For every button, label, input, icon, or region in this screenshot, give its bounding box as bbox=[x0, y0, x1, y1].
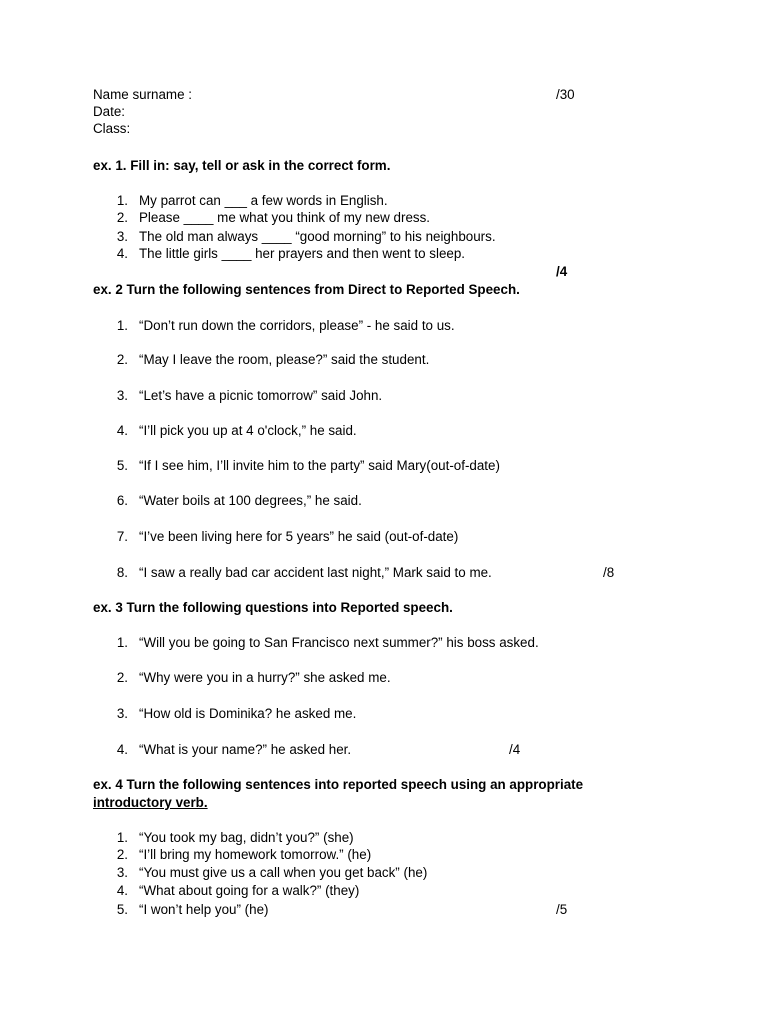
name-surname-label: Name surname : bbox=[93, 87, 192, 102]
ex2-score: /8 bbox=[603, 565, 615, 580]
ex4-item-text: “You must give us a call when you get back” (he) bbox=[139, 865, 428, 880]
ex2-item-text: “I saw a really bad car accident last night,” Mark said to me. bbox=[139, 565, 492, 580]
ex3-item-number: 4. bbox=[116, 742, 128, 757]
ex3-item-number: 1. bbox=[116, 635, 128, 650]
ex4-item-number: 3. bbox=[116, 865, 128, 880]
ex4-score: /5 bbox=[556, 902, 568, 917]
ex4-item-text: “What about going for a walk?” (they) bbox=[139, 883, 360, 898]
ex2-item-text: “Don’t run down the corridors, please” - he said to us. bbox=[139, 318, 455, 333]
ex2-title: ex. 2 Turn the following sentences from Direct to Reported Speech. bbox=[93, 282, 520, 297]
total-score: /30 bbox=[556, 87, 575, 102]
ex4-item-text: “You took my bag, didn’t you?” (she) bbox=[139, 830, 354, 845]
ex2-item-text: “I’ve been living here for 5 years” he said (out-of-date) bbox=[139, 529, 459, 544]
ex2-item-number: 7. bbox=[116, 529, 128, 544]
ex2-item-number: 2. bbox=[116, 352, 128, 367]
ex3-title: ex. 3 Turn the following questions into Reported speech. bbox=[93, 600, 453, 615]
ex4-item-text: “I’ll bring my homework tomorrow.” (he) bbox=[139, 847, 372, 862]
ex4-title-line2: introductory verb. bbox=[93, 795, 208, 810]
ex3-item-number: 2. bbox=[116, 670, 128, 685]
ex2-item-number: 1. bbox=[116, 318, 128, 333]
ex1-item-text: My parrot can ___ a few words in English. bbox=[139, 193, 388, 208]
ex4-item-number: 5. bbox=[116, 902, 128, 917]
ex2-item-number: 4. bbox=[116, 423, 128, 438]
ex1-item-number: 4. bbox=[116, 246, 128, 261]
ex3-item-text: “Will you be going to San Francisco next summer?” his boss asked. bbox=[139, 635, 539, 650]
ex3-item-text: “What is your name?” he asked her. bbox=[139, 742, 352, 757]
ex1-item-text: The little girls ____ her prayers and then went to sleep. bbox=[139, 246, 466, 261]
ex4-title-line1: ex. 4 Turn the following sentences into reported speech using an appropriate bbox=[93, 777, 584, 792]
ex2-item-number: 3. bbox=[116, 388, 128, 403]
class-label: Class: bbox=[93, 121, 131, 136]
ex1-title: ex. 1. Fill in: say, tell or ask in the correct form. bbox=[93, 158, 391, 173]
ex4-item-text: “I won’t help you” (he) bbox=[139, 902, 269, 917]
ex2-item-text: “Water boils at 100 degrees,” he said. bbox=[139, 493, 362, 508]
ex2-item-text: “Let’s have a picnic tomorrow” said John. bbox=[139, 388, 383, 403]
ex2-item-text: “If I see him, I’ll invite him to the party” said Mary(out-of-date) bbox=[139, 458, 500, 473]
ex1-item-number: 1. bbox=[116, 193, 128, 208]
ex1-item-text: The old man always ____ “good morning” to his neighbours. bbox=[139, 229, 496, 244]
ex1-item-text: Please ____ me what you think of my new dress. bbox=[139, 210, 431, 225]
ex1-item-number: 2. bbox=[116, 210, 128, 225]
ex2-item-number: 5. bbox=[116, 458, 128, 473]
ex3-item-number: 3. bbox=[116, 706, 128, 721]
ex3-item-text: “How old is Dominika? he asked me. bbox=[139, 706, 357, 721]
ex2-item-text: “May I leave the room, please?” said the student. bbox=[139, 352, 430, 367]
date-label: Date: bbox=[93, 104, 126, 119]
ex4-item-number: 2. bbox=[116, 847, 128, 862]
ex2-item-number: 8. bbox=[116, 565, 128, 580]
ex4-item-number: 1. bbox=[116, 830, 128, 845]
ex3-item-text: “Why were you in a hurry?” she asked me. bbox=[139, 670, 391, 685]
ex4-item-number: 4. bbox=[116, 883, 128, 898]
ex2-item-number: 6. bbox=[116, 493, 128, 508]
ex1-score: /4 bbox=[556, 264, 568, 279]
ex2-item-text: “I’ll pick you up at 4 o'clock,” he said. bbox=[139, 423, 357, 438]
ex1-item-number: 3. bbox=[116, 229, 128, 244]
ex3-score: /4 bbox=[509, 742, 521, 757]
